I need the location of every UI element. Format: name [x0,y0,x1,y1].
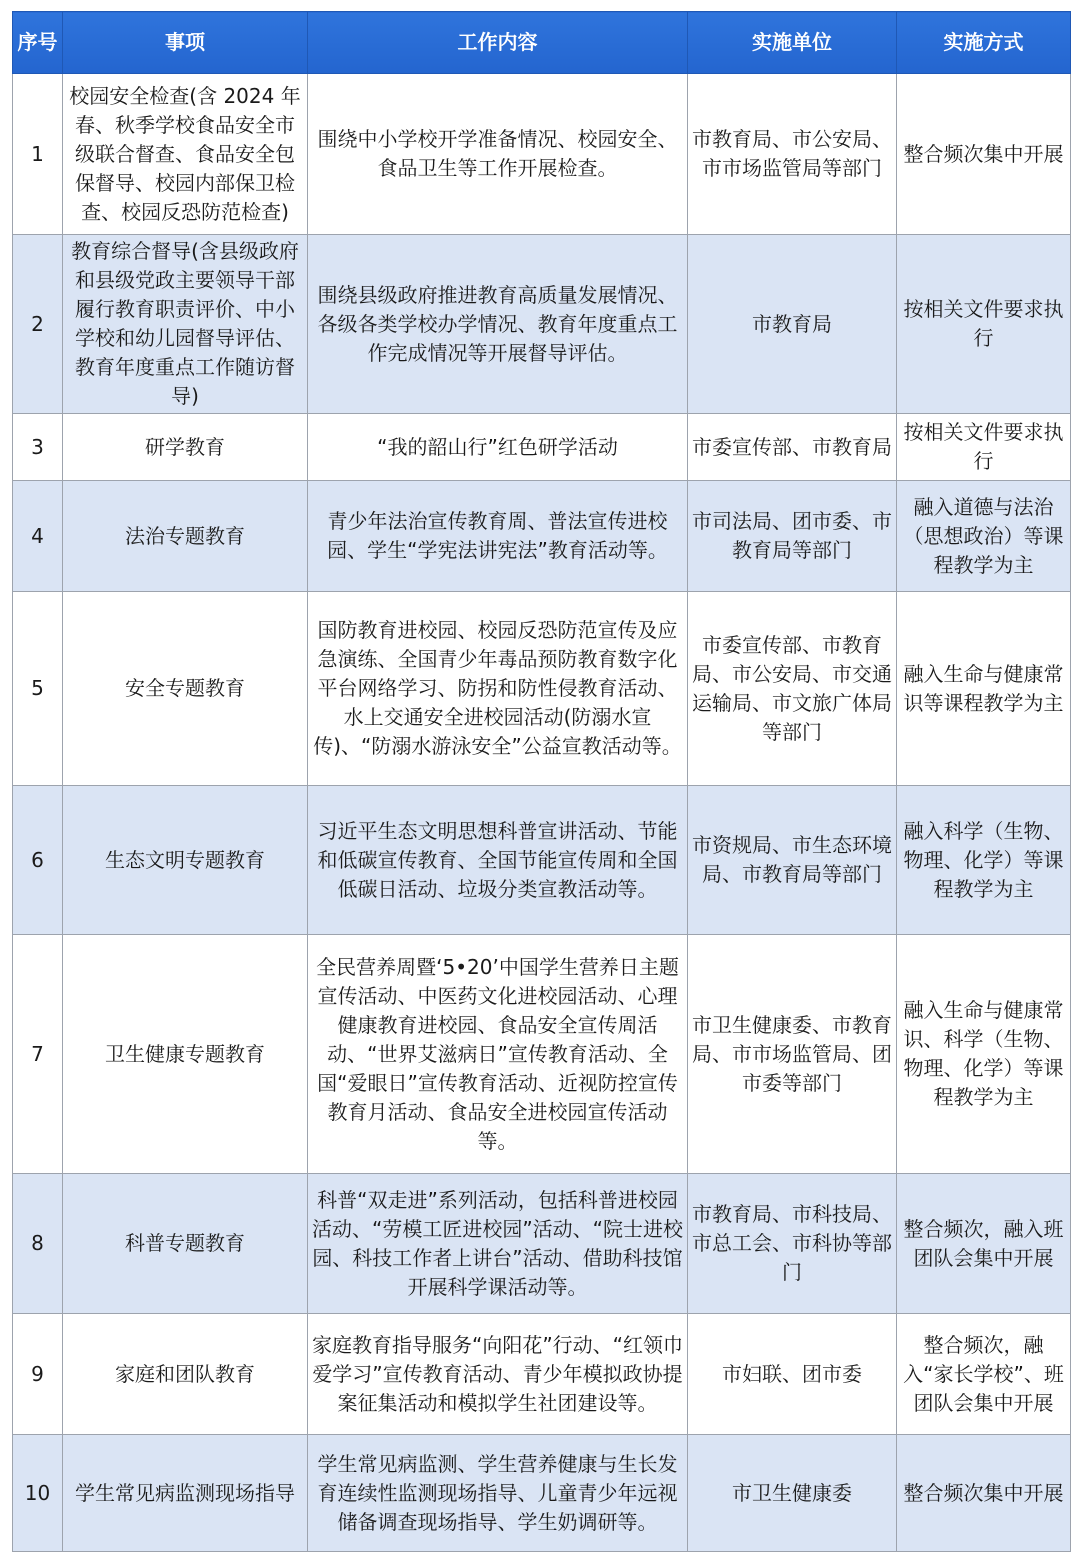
cell-unit: 市教育局 [688,235,897,414]
table-body [13,74,1071,1552]
cell-unit: 市教育局、市科技局、市总工会、市科协等部门 [688,1174,897,1314]
header-item: 事项 [63,12,308,74]
cell-content: 青少年法治宣传教育周、普法宣传进校园、学生“学宪法讲宪法”教育活动等。 [308,481,688,592]
cell-unit: 市司法局、团市委、市教育局等部门 [688,481,897,592]
cell-item: 生态文明专题教育 [63,786,308,935]
cell-item: 校园安全检查(含 2024 年春、秋季学校食品安全市级联合督查、食品安全包保督导、校园内部保卫检查、校园反恐防范检查) [63,74,308,235]
cell-content: 习近平生态文明思想科普宣讲活动、节能和低碳宣传教育、全国节能宣传周和全国低碳日活动、垃圾分类宣教活动等。 [308,786,688,935]
cell-method: 融入科学（生物、物理、化学）等课程教学为主 [897,786,1071,935]
cell-item: 教育综合督导(含县级政府和县级党政主要领导干部履行教育职责评价、中小学校和幼儿园督导评估、教育年度重点工作随访督导) [63,235,308,414]
header-content: 工作内容 [308,12,688,74]
cell-no: 10 [13,1435,63,1552]
cell-content: 家庭教育指导服务“向阳花”行动、“红领巾爱学习”宣传教育活动、青少年模拟政协提案征集活动和模拟学生社团建设等。 [308,1314,688,1435]
cell-method: 整合频次集中开展 [897,74,1071,235]
header-unit: 实施单位 [688,12,897,74]
table-row [13,786,1071,935]
cell-method: 整合频次，融入“家长学校”、班团队会集中开展 [897,1314,1071,1435]
header-no: 序号 [13,12,63,74]
cell-unit: 市教育局、市公安局、市市场监管局等部门 [688,74,897,235]
cell-content: 围绕县级政府推进教育高质量发展情况、各级各类学校办学情况、教育年度重点工作完成情况等开展督导评估。 [308,235,688,414]
table-row [13,935,1071,1174]
cell-content: 学生常见病监测、学生营养健康与生长发育连续性监测现场指导、儿童青少年远视储备调查现场指导、学生奶调研等。 [308,1435,688,1552]
cell-no: 5 [13,592,63,786]
cell-no: 8 [13,1174,63,1314]
table-row [13,74,1071,235]
header-method: 实施方式 [897,12,1071,74]
work-items-table [12,11,1071,1552]
cell-method: 整合频次，融入班团队会集中开展 [897,1174,1071,1314]
cell-method: 融入道德与法治（思想政治）等课程教学为主 [897,481,1071,592]
cell-content: 围绕中小学校开学准备情况、校园安全、食品卫生等工作开展检查。 [308,74,688,235]
cell-unit: 市卫生健康委 [688,1435,897,1552]
table-row [13,414,1071,481]
cell-item: 法治专题教育 [63,481,308,592]
table-header [13,12,1071,74]
cell-unit: 市委宣传部、市教育局、市公安局、市交通运输局、市文旅广体局等部门 [688,592,897,786]
cell-method: 按相关文件要求执行 [897,235,1071,414]
cell-method: 整合频次集中开展 [897,1435,1071,1552]
cell-no: 1 [13,74,63,235]
cell-no: 2 [13,235,63,414]
cell-unit: 市卫生健康委、市教育局、市市场监管局、团市委等部门 [688,935,897,1174]
cell-item: 学生常见病监测现场指导 [63,1435,308,1552]
cell-no: 7 [13,935,63,1174]
cell-item: 研学教育 [63,414,308,481]
table-row [13,1174,1071,1314]
document-table-container [12,11,1070,1552]
cell-content: 国防教育进校园、校园反恐防范宣传及应急演练、全国青少年毒品预防教育数字化平台网络学习、防拐和防性侵教育活动、水上交通安全进校园活动(防溺水宣传)、“防溺水游泳安全”公益宣教活动等。 [308,592,688,786]
table-row [13,1314,1071,1435]
cell-no: 9 [13,1314,63,1435]
cell-item: 科普专题教育 [63,1174,308,1314]
cell-content: 全民营养周暨‘5•20’中国学生营养日主题宣传活动、中医药文化进校园活动、心理健康教育进校园、食品安全宣传周活动、“世界艾滋病日”宣传教育活动、全国“爱眼日”宣传教育活动、近视防控宣传教育月活动、食品安全进校园宣传活动等。 [308,935,688,1174]
table-row [13,1435,1071,1552]
cell-no: 4 [13,481,63,592]
table-row [13,235,1071,414]
cell-unit: 市资规局、市生态环境局、市教育局等部门 [688,786,897,935]
table-row [13,481,1071,592]
header-row [13,12,1071,74]
cell-unit: 市委宣传部、市教育局 [688,414,897,481]
cell-item: 卫生健康专题教育 [63,935,308,1174]
cell-no: 6 [13,786,63,935]
cell-unit: 市妇联、团市委 [688,1314,897,1435]
cell-content: 科普“双走进”系列活动，包括科普进校园活动、“劳模工匠进校园”活动、“院士进校园、科技工作者上讲台”活动、借助科技馆开展科学课活动等。 [308,1174,688,1314]
cell-method: 按相关文件要求执行 [897,414,1071,481]
cell-content: “我的韶山行”红色研学活动 [308,414,688,481]
cell-method: 融入生命与健康常识等课程教学为主 [897,592,1071,786]
cell-item: 家庭和团队教育 [63,1314,308,1435]
cell-item: 安全专题教育 [63,592,308,786]
table-row [13,592,1071,786]
cell-method: 融入生命与健康常识、科学（生物、物理、化学）等课程教学为主 [897,935,1071,1174]
cell-no: 3 [13,414,63,481]
